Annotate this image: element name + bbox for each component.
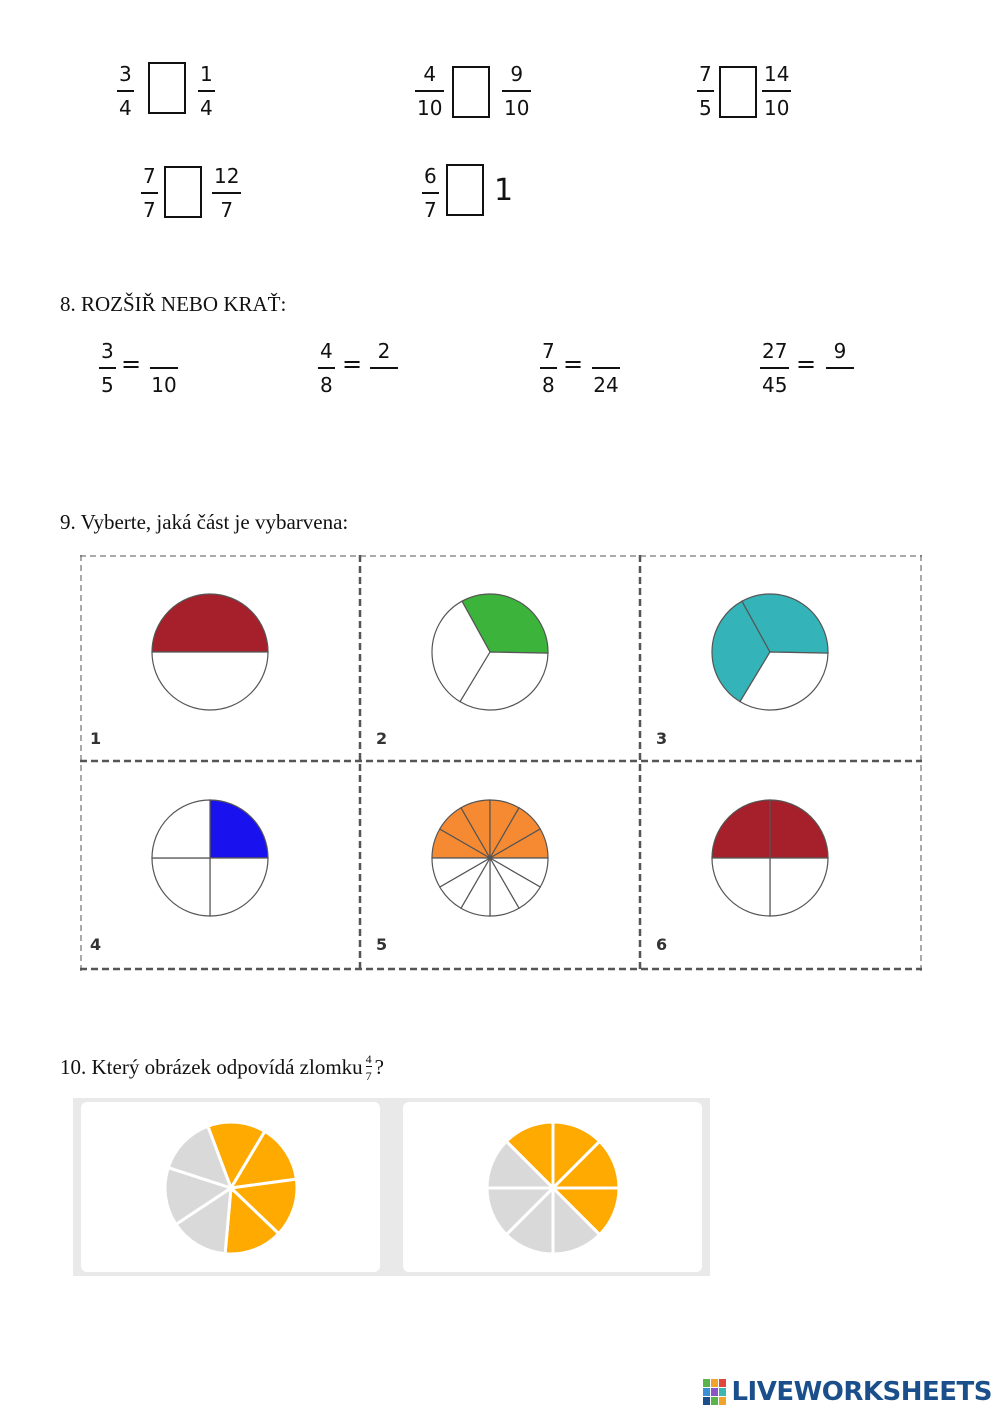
compare-5-answer-box[interactable]: [446, 164, 484, 216]
brand-name: LIVEWORKSHEETS: [731, 1377, 992, 1407]
shaded-sector: [770, 800, 828, 858]
numerator: 7: [542, 339, 555, 363]
numerator: 7: [699, 62, 712, 86]
compare-2-left-fraction: [415, 64, 444, 118]
grid-drawing: [80, 555, 922, 971]
denominator: 7: [365, 1069, 372, 1083]
option-1-pie: [81, 1102, 380, 1272]
equals-sign: =: [121, 350, 142, 378]
compare-5-left-fraction: [422, 166, 439, 220]
fraction-bar: [826, 367, 854, 369]
denominator: 4: [200, 96, 213, 120]
numerator: 2: [377, 339, 391, 363]
option-2-pie: [403, 1102, 702, 1272]
denominator: 10: [417, 96, 443, 120]
task8-2-right-fraction[interactable]: [370, 341, 398, 395]
unshaded-sector: [152, 858, 210, 916]
fraction-bar: [370, 367, 398, 369]
compare-3-answer-box[interactable]: [719, 66, 757, 118]
numerator: 9: [833, 339, 847, 363]
numerator: 9: [510, 62, 524, 86]
equals-sign: =: [342, 350, 363, 378]
task8-2-left-fraction: [318, 341, 335, 395]
numerator: 7: [143, 164, 156, 188]
task10-heading: [60, 1052, 384, 1083]
cell-label-2: 2: [376, 729, 388, 748]
task8-3-right-fraction[interactable]: [592, 341, 620, 395]
compare-1-left-fraction: [117, 64, 134, 118]
task9-heading: 9. Vyberte, jaká část je vybarvena:: [60, 510, 349, 534]
question-mark: ?: [374, 1055, 384, 1079]
unshaded-sector: [152, 800, 210, 858]
shaded-sector: [152, 594, 268, 652]
denominator: 45: [762, 373, 788, 397]
shaded-sector: [210, 800, 268, 858]
denominator: 5: [699, 96, 712, 120]
compare-4-right-fraction: [212, 166, 241, 220]
option-card-1[interactable]: [81, 1102, 380, 1272]
denominator: 8: [320, 373, 333, 397]
shaded-sector: [712, 800, 770, 858]
cell-label-5: 5: [376, 935, 388, 954]
shaded-circles-grid: [80, 555, 922, 971]
numerator: 4: [423, 62, 437, 86]
task10-options-panel: [73, 1098, 710, 1276]
unshaded-sector: [152, 652, 268, 710]
compare-1-right-fraction: [198, 64, 215, 118]
task8-4-left-fraction: [760, 341, 789, 395]
compare-3-left-fraction: [697, 64, 714, 118]
numerator: 27: [762, 339, 788, 363]
compare-3-right-fraction: [762, 64, 791, 118]
option-card-2[interactable]: [403, 1102, 702, 1272]
cell-label-1: 1: [90, 729, 102, 748]
numerator: 3: [119, 62, 132, 86]
numerator: 4: [320, 339, 333, 363]
numerator: 14: [764, 62, 790, 86]
numerator: 3: [101, 339, 114, 363]
denominator: 4: [119, 96, 132, 120]
compare-1-answer-box[interactable]: [148, 62, 186, 114]
denominator: 10: [504, 96, 530, 120]
task10-heading-text: 10. Který obrázek odpovídá zlomku: [60, 1055, 363, 1079]
task10-inline-fraction: [366, 1052, 372, 1083]
unshaded-sector: [770, 858, 828, 916]
compare-2-right-fraction: [502, 64, 531, 118]
numerator: 6: [424, 164, 437, 188]
task8-1-left-fraction: [99, 341, 116, 395]
compare-4-answer-box[interactable]: [164, 166, 202, 218]
unshaded-sector: [210, 858, 268, 916]
compare-2-answer-box[interactable]: [452, 66, 490, 118]
equals-sign: =: [796, 350, 817, 378]
unshaded-sector: [712, 858, 770, 916]
numerator: 1: [200, 62, 213, 86]
denominator: 8: [542, 373, 555, 397]
denominator: 7: [143, 198, 156, 222]
task8-1-right-fraction[interactable]: [150, 341, 178, 395]
liveworksheets-logo: [703, 1377, 992, 1407]
denominator: 7: [220, 198, 234, 222]
denominator: 5: [101, 373, 114, 397]
task8-4-right-fraction[interactable]: [826, 341, 854, 395]
cell-label-6: 6: [656, 935, 668, 954]
cell-label-4: 4: [90, 935, 102, 954]
compare-5-right-whole: 1: [494, 173, 514, 208]
denominator: 10: [151, 373, 177, 397]
denominator: 7: [424, 198, 437, 222]
compare-4-left-fraction: [141, 166, 158, 220]
numerator: 4: [365, 1052, 372, 1066]
task8-3-left-fraction: [540, 341, 557, 395]
task8-heading: 8. ROZŠIŘ NEBO KRAŤ:: [60, 292, 287, 316]
cell-label-3: 3: [656, 729, 668, 748]
denominator: 24: [593, 373, 619, 397]
brand-icon: [703, 1379, 727, 1405]
numerator: 12: [214, 164, 240, 188]
denominator: 10: [764, 96, 790, 120]
equals-sign: =: [563, 350, 584, 378]
